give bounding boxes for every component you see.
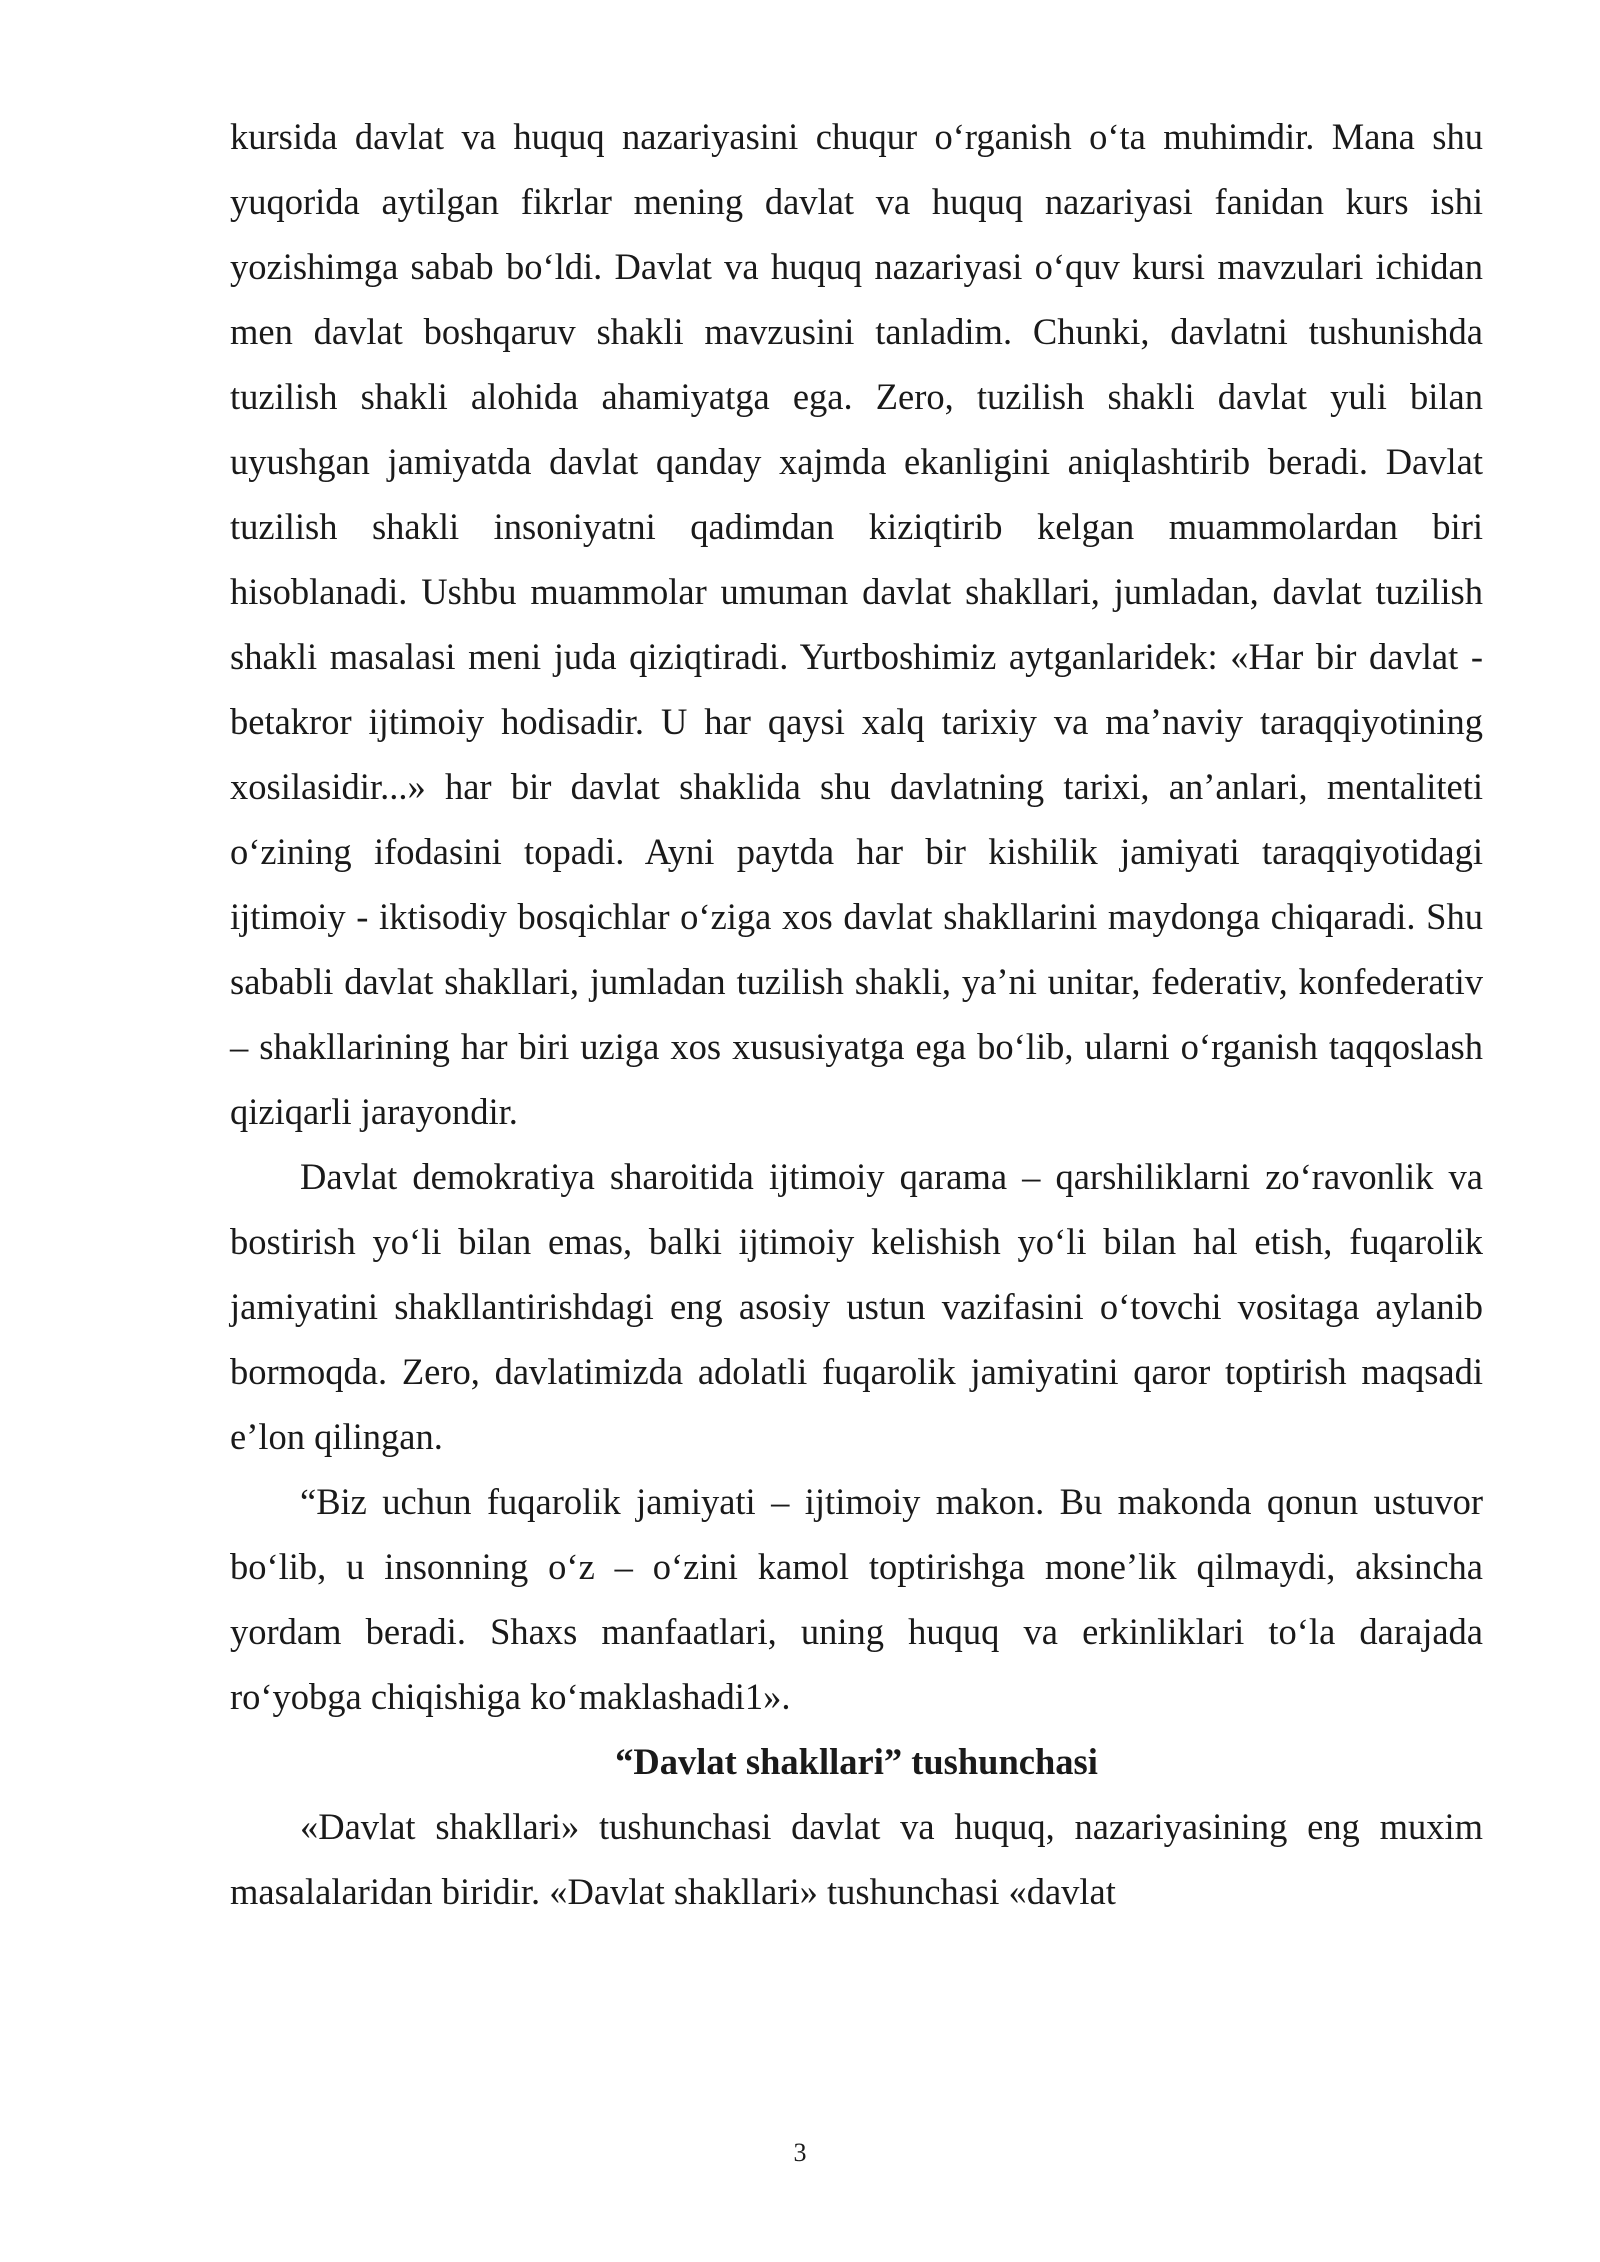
document-body [230,104,1483,1924]
paragraph-4: «Davlat shakllari» tushunchasi davlat va huquq, nazariyasining eng muxim masalalaridan biridir. «Davlat shakllari» tushunchasi «davlat [230,1806,1483,1912]
paragraph-3-quote: “Biz uchun fuqarolik jamiyati – ijtimoiy makon. Bu makonda qonun ustuvor bo‘lib, u insonning o‘z – o‘zini kamol toptirishga mone’lik qilmaydi, aksincha yordam beradi. Shaxs manfaatlari, uning huquq va erkinliklari to‘la darajada ro‘yobga chiqishiga ko‘maklashadi1». [230,1481,1483,1717]
paragraph-1: kursida davlat va huquq nazariyasini chuqur o‘rganish o‘ta muhimdir. Mana shu yuqorida aytilgan fikrlar mening davlat va huquq nazariyasi fanidan kurs ishi yozishimga sabab bo‘ldi. Davlat va huquq nazariyasi o‘quv kursi mavzulari ichidan men davlat boshqaruv shakli mavzusini tanladim. Chunki, davlatni tushunishda tuzilish shakli alohida ahamiyatga ega. Zero, tuzilish shakli davlat yuli bilan uyushgan jamiyatda davlat qanday xajmda ekanligini aniqlashtirib beradi. Davlat tuzilish shakli insoniyatni qadimdan kiziqtirib kelgan muammolardan biri hisoblanadi. Ushbu muammolar umuman davlat shakllari, jumladan, davlat tuzilish shakli masalasi meni juda qiziqtiradi. Yurtboshimiz aytganlaridek: «Har bir davlat - betakror ijtimoiy hodisadir. U har qaysi xalq tarixiy va ma’naviy taraqqiyotining xosilasidir...» har bir davlat shaklida shu davlatning tarixi, an’anlari, mentaliteti o‘zining ifodasini topadi. Ayni paytda har bir kishilik jamiyati taraqqiyotidagi ijtimoiy - iktisodiy bosqichlar o‘ziga xos davlat shakllarini maydonga chiqaradi. Shu sababli davlat shakllari, jumladan tuzilish shakli, ya’ni unitar, federativ, konfederativ – shakllarining har biri uziga xos xususiyatga ega bo‘lib, ularni o‘rganish taqqoslash qiziqarli jarayondir. [230,116,1483,1132]
paragraph-2: Davlat demokratiya sharoitida ijtimoiy qarama – qarshiliklarni zo‘ravonlik va bostirish yo‘li bilan emas, balki ijtimoiy kelishish yo‘li bilan hal etish, fuqarolik jamiyatini shakllantirishdagi eng asosiy ustun vazifasini o‘tovchi vositaga aylanib bormoqda. Zero, davlatimizda adolatli fuqarolik jamiyatini qaror toptirish maqsadi e’lon qilingan. [230,1156,1483,1457]
section-heading: “Davlat shakllari” tushunchasi [615,1741,1098,1782]
page-number: 3 [793,2138,807,2167]
